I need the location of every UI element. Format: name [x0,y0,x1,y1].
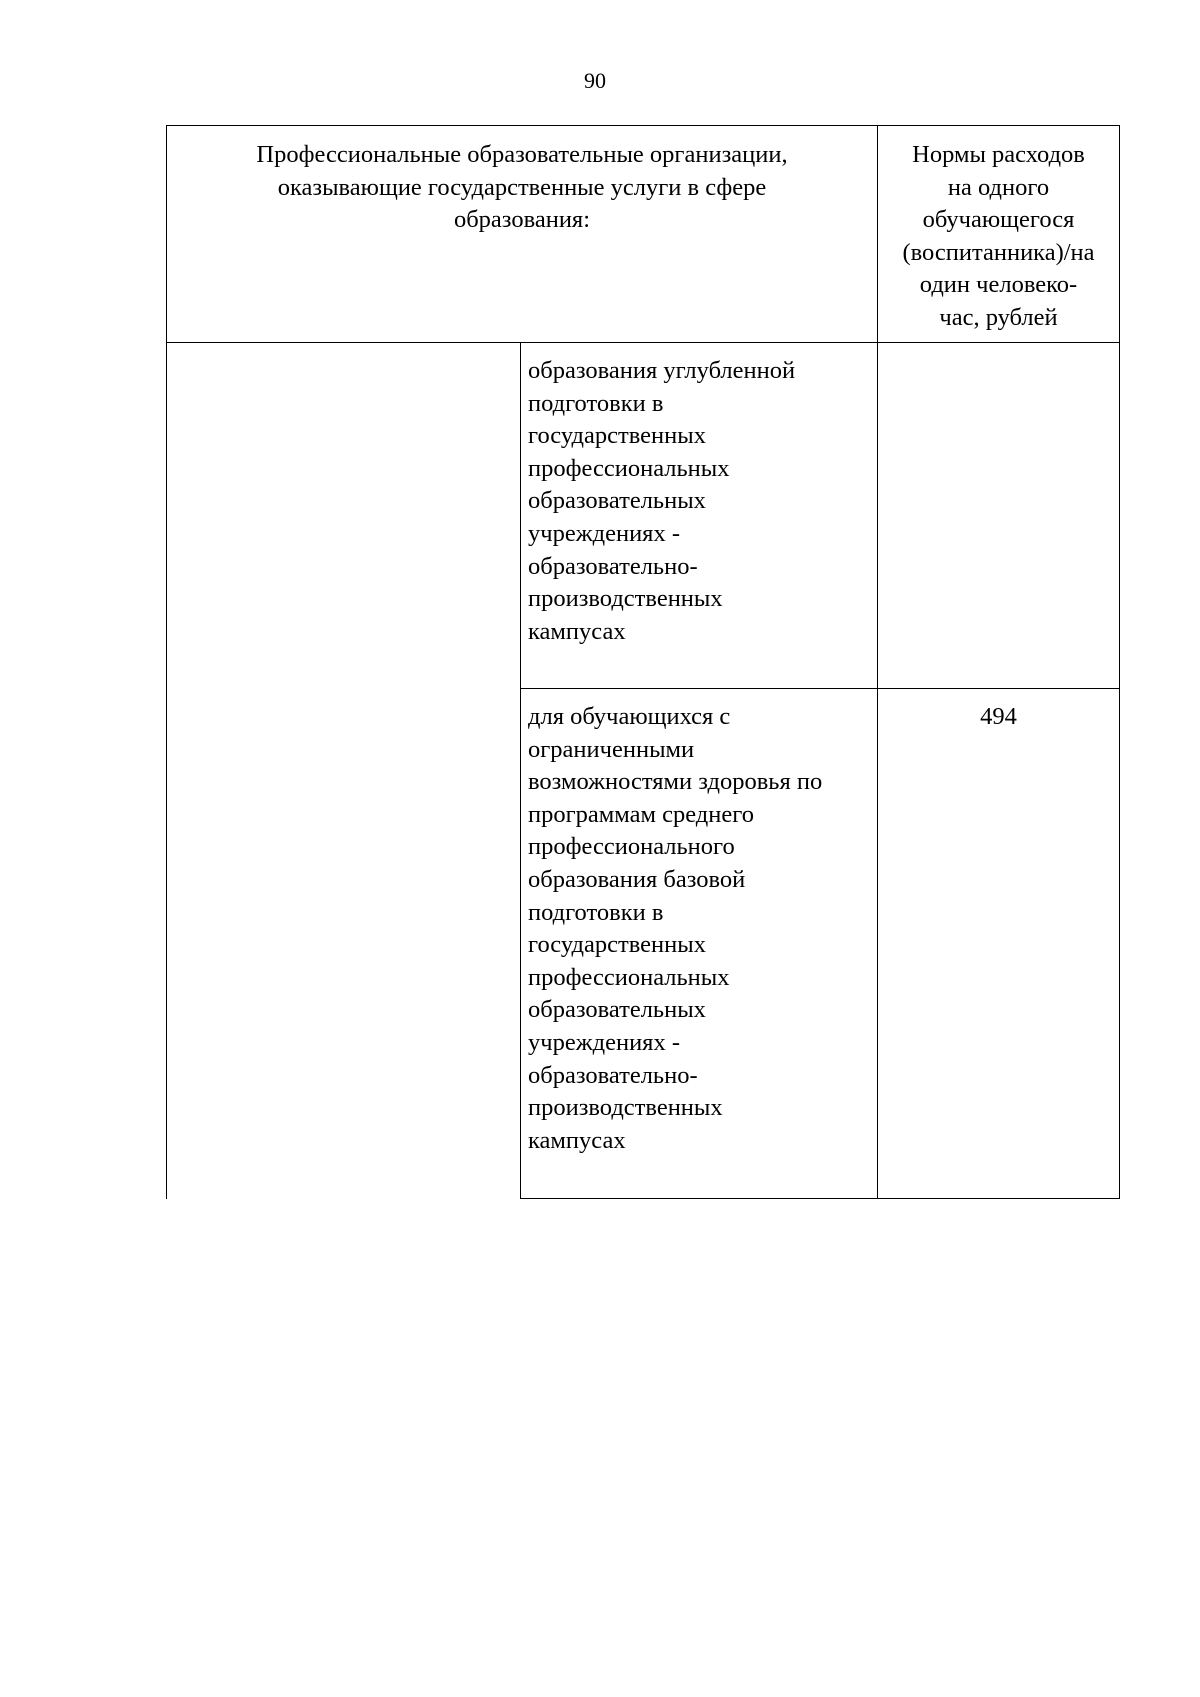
value-cell [878,343,1120,689]
description-line: профессиональных [528,963,730,991]
description-line: образовательно- [528,552,698,580]
header-line: на одного [947,173,1050,201]
header-line: оказывающие государственные услуги в сфере [277,173,767,201]
description-line: государственных [528,931,706,959]
header-line: (воспитанника)/на [902,238,1095,266]
table-row [167,343,1120,689]
description-line: образовательных [528,487,706,515]
description-line: производственных [528,585,723,613]
description-line: программам среднего [528,800,754,828]
header-line: час, рублей [939,303,1058,331]
table-header-row [167,126,1120,343]
description-line: кампусах [528,617,626,645]
description-cell [521,343,878,689]
header-organizations [167,126,878,343]
header-line: Профессиональные образовательные организации, [256,141,788,168]
header-line: Нормы расходов [912,141,1085,168]
description-line: производственных [528,1094,723,1122]
expense-norms-table [166,125,1120,1199]
description-line: учреждениях - [528,1028,680,1056]
page-number: 90 [584,68,606,93]
description-line: профессионального [528,833,735,861]
description-line: профессиональных [528,454,730,482]
description-line: государственных [528,422,706,450]
description-line: учреждениях - [528,519,680,547]
header-line: обучающегося [922,206,1075,234]
description-line: кампусах [528,1126,626,1154]
description-cell [521,689,878,1199]
description-line: возможностями здоровья по [528,768,823,796]
empty-category-cell [167,343,521,1199]
description-line: подготовки в [528,389,664,417]
description-line: образовательно- [528,1061,698,1089]
description-line: для обучающихся с [528,703,731,730]
description-line: ограниченными [528,735,695,763]
header-line: один человеко- [919,271,1078,299]
description-line: образования углубленной [528,357,796,384]
description-line: подготовки в [528,898,664,926]
description-line: образования базовой [528,865,746,893]
header-expense-norms [878,126,1120,343]
header-line: образования: [453,206,591,234]
description-line: образовательных [528,996,706,1024]
value-cell: 494 [878,689,1120,1199]
